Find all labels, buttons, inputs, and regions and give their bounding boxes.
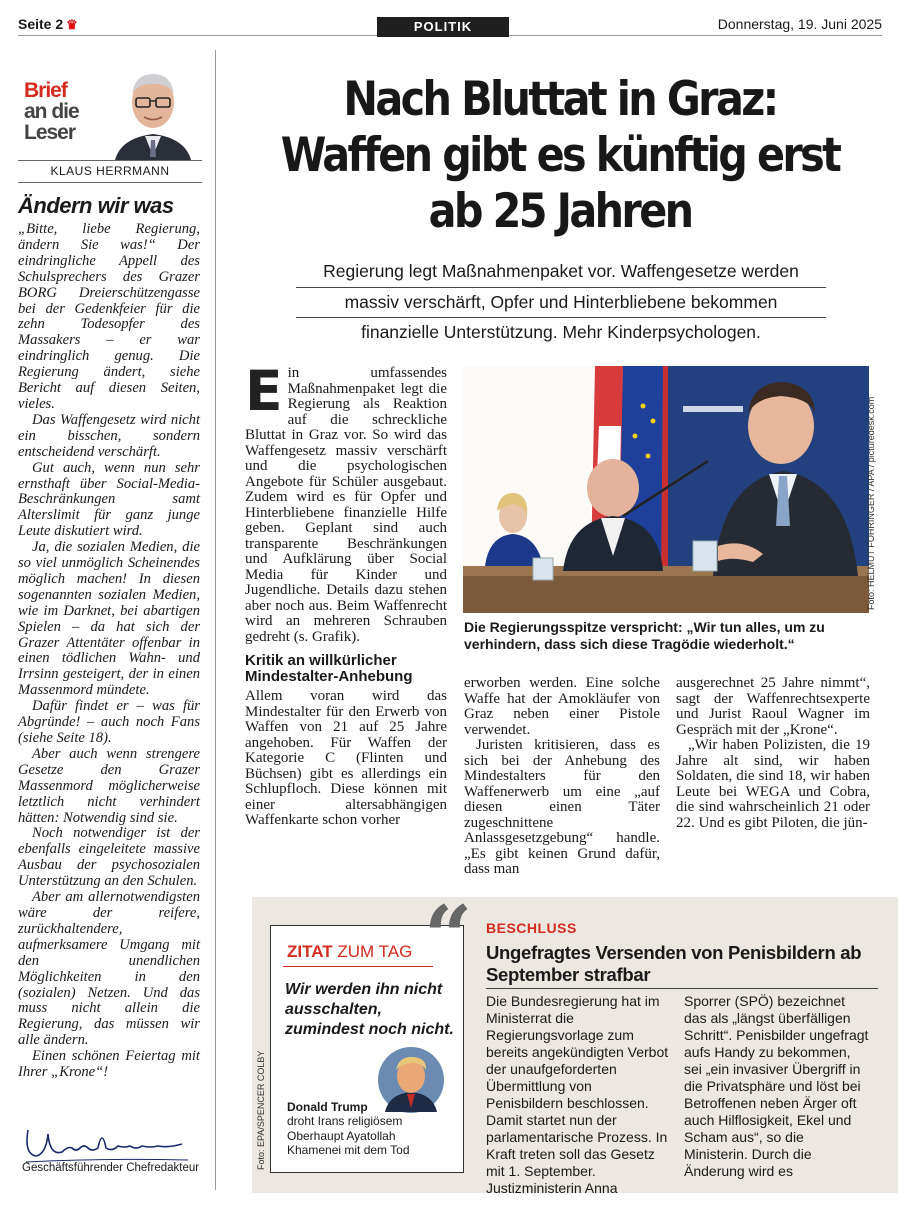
letter-paragraph: Aber am allernotwendigsten wäre der reifere, zurückhaltendere, aufmerksamere Umgang mit den unendlichen Möglichkeiten in den (sozialen) Netzen. Und das muss nicht allein die Regierung, das müssen wir alle ändern. [18, 889, 200, 1049]
author-name: KLAUS HERRMANN [50, 164, 170, 178]
subhead-line: finanzielle Unterstützung. Mehr Kinderpsychologen. [361, 322, 761, 342]
government-press-photo [463, 366, 869, 613]
section-label: POLITIK [377, 17, 509, 37]
article-paragraph: Allem voran wird das Mindestalter für den Erwerb von Waffen von 21 auf 25 Jahre angehoben. Für Waffen der Kategorie C (Flinten und Büchsen) gibt es allerdings ein Schlupfloch. Diese können mit einer altersabhängigen Waffenkarte schon vorher [245, 688, 447, 828]
zitat-label-rest: ZUM TAG [337, 942, 413, 961]
article-column-1 [245, 359, 447, 829]
article-headline: Nach Bluttat in Graz: Waffen gibt es künftig erst ab 25 Jahren [280, 72, 840, 239]
beschluss-column-2: Sporrer (SPÖ) bezeichnet das als „längst überfälligen Schritt“. Penisbilder ungefragt aufs Handy zu bekommen, sei „ein invasiver Übergriff in die Privatsphäre und löst bei Betroffenen neben Ärger oft auch Hilflosigkeit, Ekel und Scham aus“, so die Ministerin. Durch die Änderung wird es [684, 993, 869, 1179]
divider [486, 988, 878, 989]
article-paragraph: „Wir haben Polizisten, die 19 Jahre alt sind, wir haben Soldaten, die sind 18, wir haben Leute bei WEGA und Cobra, die sind wahrscheinlich 21 oder 22. Und es gibt Piloten, die jün- [676, 737, 870, 831]
letter-title: Ändern wir was [18, 193, 174, 218]
an-die-word: an die [24, 100, 79, 123]
letter-paragraph: Einen schönen Feiertag mit Ihrer „Krone“! [18, 1048, 200, 1081]
letter-column [18, 60, 202, 1190]
divider [18, 182, 202, 183]
letter-paragraph: Das Waffengesetz wird nicht ein bisschen, sondern entscheidend verschärft. [18, 411, 200, 460]
zitat-photo-credit: Foto: EPA/SPENCER COLBY [256, 1050, 266, 1170]
quote-text: Wir werden ihn nicht ausschalten, zumindest noch nicht. [285, 981, 454, 1038]
letter-paragraph: „Bitte, liebe Regierung, ändern Sie was!“ Der eindringliche Appell des Schulsprechers des Grazer BORG Dreierschützengasse bei der Gedenkfeier für die zehn Todesopfer des Massakers – er war eindringlich genug. Die Regierung ändert, siehe Bericht auf diesen Seiten, vieles. [18, 221, 200, 412]
photo-caption: Die Regierungsspitze verspricht: „Wir tun alles, um zu verhindern, dass sich diese Tragödie wiederholt.“ [464, 619, 825, 652]
divider [283, 966, 433, 967]
brief-word: Brief [24, 79, 67, 102]
zitat-label [287, 942, 412, 962]
crown-icon: ♛ [66, 17, 78, 32]
zitat-label-bold: ZITAT [287, 942, 333, 961]
quotation-mark-icon: “ [424, 887, 473, 986]
column-divider [215, 50, 216, 1190]
signature-caption: Geschäftsführender Chefredakteur [22, 1162, 200, 1174]
photo-credit: Foto: HELMUT FOHRINGER / APA / picturedesk.com [866, 396, 876, 610]
drop-cap: E [245, 359, 283, 423]
article-subhead [296, 257, 826, 348]
author-portrait [103, 60, 203, 160]
beschluss-headline: Ungefragtes Versenden von Penisbildern ab September strafbar [486, 942, 862, 985]
leser-word: Leser [24, 121, 76, 144]
subhead-line: Regierung legt Maßnahmenpaket vor. Waffengesetze werden [296, 257, 826, 288]
beschluss-column-1: Die Bundesregierung hat im Ministerrat die Regierungsvorlage zum bereits angekündigten Verbot der unaufgeforderten Übermittlung von Penisbildern beschlossen. Damit startet nun der parlamentarische Prozess. In Kraft treten soll das Gesetz mit 1. September. Justizministerin Anna [486, 993, 669, 1196]
article-subtitle: Kritik an willkürlicher Mindestalter-Anhebung [245, 652, 413, 685]
beschluss-label: BESCHLUSS [486, 920, 577, 936]
letter-paragraph: Gut auch, wenn nun sehr ernsthaft über Social-Media-Beschränkungen samt Alterslimit für ganz junge Leute diskutiert wird. [18, 459, 200, 540]
article-column-3 [676, 676, 870, 831]
page-header [18, 14, 882, 36]
letter-body [18, 222, 200, 1081]
letter-paragraph: Noch notwendiger ist der ebenfalls eingeleitete massive Ausbau der psychosozialen Unterstützung an den Schulen. [18, 825, 200, 890]
quoted-person-name: Donald Trump [287, 1100, 368, 1114]
subhead-line: massiv verschärft, Opfer und Hinterbliebene bekommen [296, 288, 826, 319]
letter-paragraph: Dafür findet er – was für Abgründe! – auch noch Fans (siehe Seite 18). [18, 698, 200, 746]
letter-paragraph: Aber auch wenn strengere Gesetze den Grazer Massenmord möglicherweise letztlich nicht verhindert hätten: Notwendig sind sie. [18, 745, 200, 826]
article-paragraph: ausgerechnet 25 Jahre nimmt“, sagt der Waffenrechtsexperte und Jurist Raoul Wagner im Gespräch mit der „Krone“. [676, 675, 870, 738]
lead-paragraph [245, 359, 447, 645]
letter-paragraph: Ja, die sozialen Medien, die so viel unmöglich Scheinendes möglich machen! In diesen sogenannten sozialen Medien, wie im Darknet, bei abartigen Spielen – da hat sich der Grazer Attentäter offenbar in einen tödlichen Wahn- und Irrsinn gesteigert, der in einen Massenmord mündete. [18, 539, 200, 699]
article-paragraph: erworben werden. Eine solche Waffe hat der Amokläufer von Graz neben einer Pistole verwendet. [464, 675, 660, 738]
signature [22, 1118, 192, 1168]
page-number-text: Seite 2 [18, 16, 64, 32]
divider [18, 160, 202, 161]
lead-text: in umfassendes Maßnahmenpaket legt die Regierung als Reaktion auf die schreckliche Bluttat in Graz vor. So wird das Waffengesetz massiv verschärft und die psychologischen Angebote für Schüler ausgebaut. Zudem wird es für Opfer und Hinterbliebene finanzielle Hilfe geben. Geplant sind auch transparente Beschränkungen und Aufklärung über Social Media für Kinder und Jugendliche. Details dazu stehen aber noch aus. Beim Waffenrecht wird an mehreren Schrauben gedreht (s. Grafik). [245, 365, 447, 645]
article-paragraph: Juristen kritisieren, dass es sich bei der Anhebung des Mindestalters für den Waffenerwerb um eine „auf diesen einen Täter zugeschnittene Anlassgesetzgebung“ handle. „Es gibt keinen Grund dafür, dass man [464, 737, 660, 877]
issue-date: Donnerstag, 19. Juni 2025 [717, 16, 882, 32]
letter-badge [24, 80, 79, 143]
quoted-person-desc: droht Irans religiösem Oberhaupt Ayatollah Khamenei mit dem Tod [287, 1114, 410, 1157]
page-number [18, 16, 78, 33]
article-column-2 [464, 676, 660, 878]
quoted-person-photo [377, 1046, 445, 1114]
